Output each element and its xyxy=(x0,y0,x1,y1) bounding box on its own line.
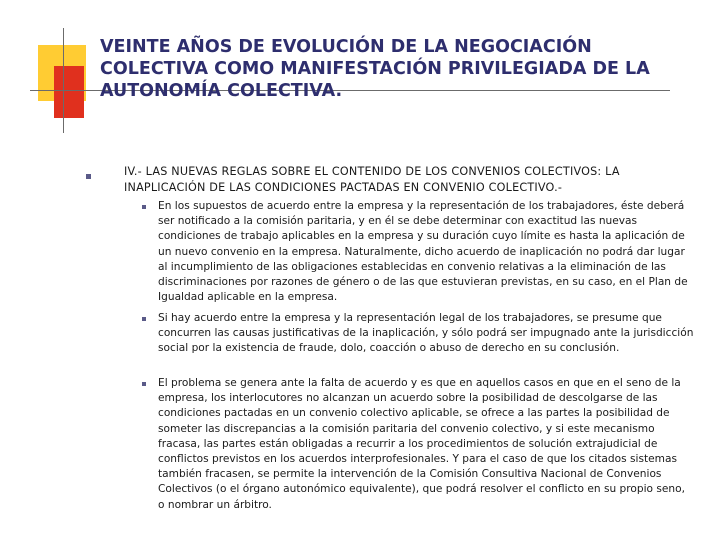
bullet-square-icon xyxy=(142,317,146,321)
sub-point-2: Si hay acuerdo entre la empresa y la representación legal de los trabajadores, se presume que concurren las causas justificativas de la inaplicación, y sólo podrá ser impugnado ante la jurisdicción social por la existencia de fraude, dolo, coacción o abuso de derecho en su conclusión. xyxy=(158,312,694,355)
decorative-vertical-line xyxy=(63,28,64,133)
decorative-red-rectangle xyxy=(54,66,84,118)
sub-point-1: En los supuestos de acuerdo entre la empresa y la representación de los trabajadores, éste deberá ser notificado a la comisión paritaria, y en él se debe determinar con exactitud las nuevas condiciones de trabajo aplicables en la empresa y su duración cuyo límite es hasta la aplicación de un nuevo convenio en la empresa. Naturalmente, dicho acuerdo de inaplicación no podrá dar lugar al incumplimiento de las obligaciones establecidas en convenio relativas a la eliminación de las discriminaciones por razones de género o de las que estuvieran previstas, en su caso, en el Plan de Igualdad aplicable en la empresa. xyxy=(158,200,688,304)
bullet-square-icon xyxy=(86,174,91,179)
sub-point-3: El problema se genera ante la falta de acuerdo y es que en aquellos casos en que en el seno de la empresa, los interlocutores no alcanzan un acuerdo sobre la posibilidad de descolgarse de las condiciones pactadas en un convenio colectivo aplicable, se ofrece a las partes la posibilidad de someter las discrepancias a la comisión paritaria del convenio colectivo, y si este mecanismo fracasa, las partes están obligadas a recurrir a los procedimientos de solución extrajudicial de conflictos previstos en los acuerdos interprofesionales. Y para el caso de que los citados sistemas también fracasen, se permite la intervención de la Comisión Consultiva Nacional de Convenios Colectivos (o el órgano autonómico equivalente), que podrá resolver el conflicto en su propio seno, o nombrar un árbitro. xyxy=(158,377,685,511)
main-point-heading: IV.- LAS NUEVAS REGLAS SOBRE EL CONTENIDO DE LOS CONVENIOS COLECTIVOS: LA INAPLICACIÓN DE LAS CONDICIONES PACTADAS EN CONVENIO COLECTIVO.- xyxy=(124,165,620,194)
bullet-square-icon xyxy=(142,205,146,209)
slide-title: VEINTE AÑOS DE EVOLUCIÓN DE LA NEGOCIACIÓN COLECTIVA COMO MANIFESTACIÓN PRIVILEGIADA DE LA AUTONOMÍA COLECTIVA. xyxy=(100,37,650,101)
bullet-square-icon xyxy=(142,382,146,386)
